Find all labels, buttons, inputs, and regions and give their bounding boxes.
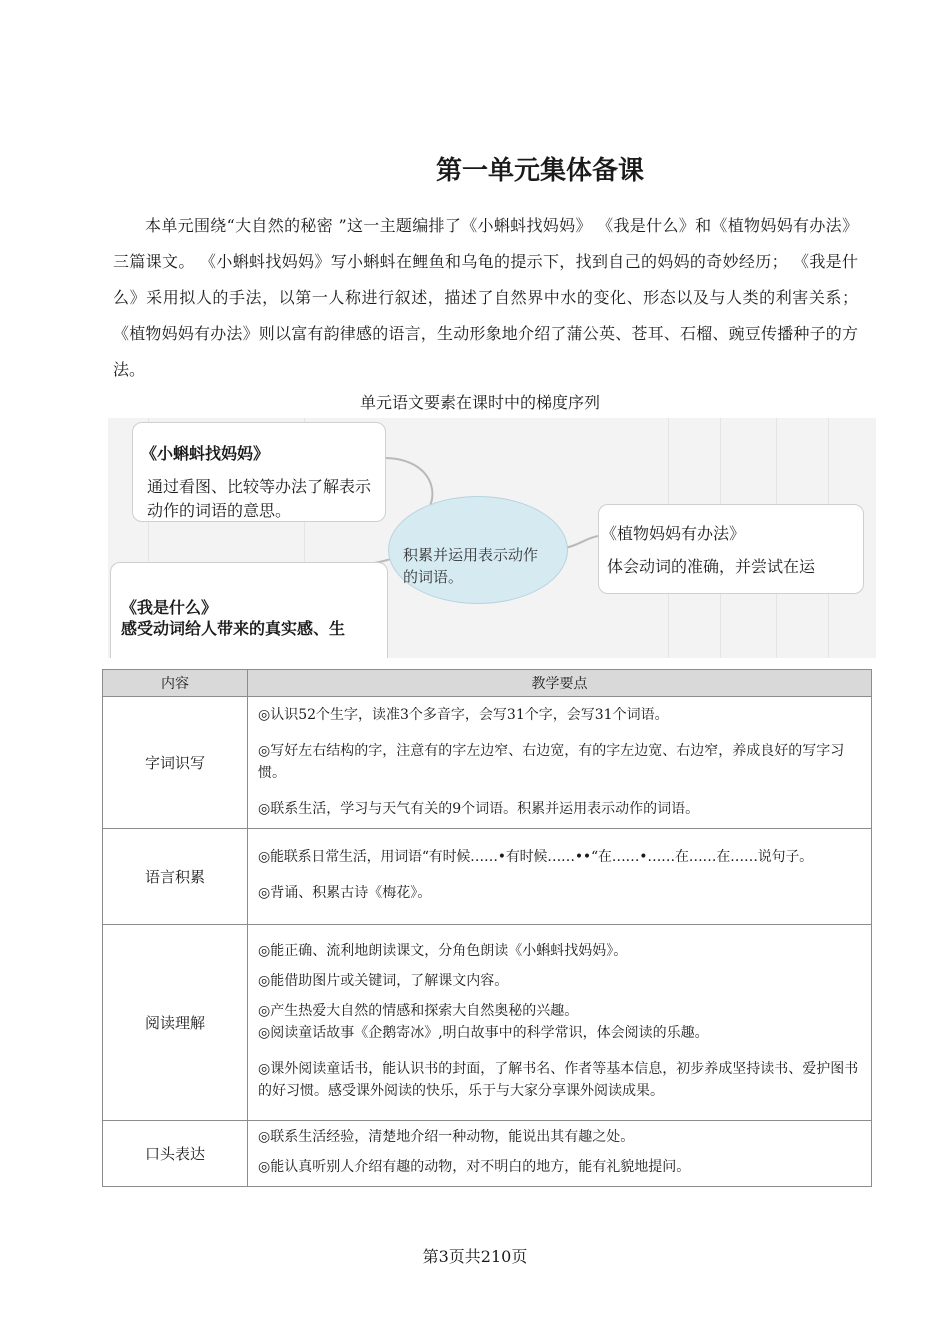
teaching-points-table — [102, 669, 872, 1187]
point-item: ◎能借助图片或关键词，了解课文内容。 — [258, 972, 509, 989]
intro-text: 本单元围绕“大自然的秘密 ”这一主题编排了《小蝌蚪找妈妈》 《我是什么》和《植物妈妈有办法》三篇课文。 《小蝌蚪找妈妈》写小蝌蚪在鲤鱼和乌龟的提示下，找到自己的妈妈的奇妙经历； 《我是什么》采用拟人的手法，以第一人称进行叙述，描述了自然界中水的变化、形态以及与人类的利害关系； 《植物妈妈有办法》则以富有韵律感的语言，生动形象地介绍了蒲公英、苍耳、石榴、豌豆传播种子的方法。 — [113, 216, 858, 379]
header-content: 内容 — [103, 670, 248, 697]
table-row — [103, 925, 872, 1121]
table-header-row — [103, 670, 872, 697]
point-item: ◎认识52个生字，读准3个多音字，会写31个字，会写31个词语。 — [258, 706, 669, 723]
table-row — [103, 829, 872, 925]
row-category: 口头表达 — [103, 1121, 248, 1187]
row-category: 语言积累 — [103, 829, 248, 925]
mind-map-figure — [108, 418, 876, 658]
point-item: ◎能认真听别人介绍有趣的动物，对不明白的地方，能有礼貌地提问。 — [258, 1158, 691, 1175]
row-points — [248, 697, 872, 829]
mind-map-node-tadpole — [132, 422, 386, 522]
page-title: 第一单元集体备课 — [435, 156, 644, 186]
row-points — [248, 829, 872, 925]
node-title: 《小蝌蚪找妈妈》 — [141, 444, 270, 463]
table-row — [103, 697, 872, 829]
page-footer: 第3页共210页 — [422, 1247, 528, 1266]
point-item: ◎联系生活经验，清楚地介绍一种动物，能说出其有趣之处。 — [258, 1128, 635, 1145]
point-item: ◎写好左右结构的字，注意有的字左边窄、右边宽，有的字左边宽、右边窄，养成良好的写字习惯。 — [258, 742, 845, 781]
point-item: ◎阅读童话故事《企鹅寄冰》,明白故事中的科学常识，体会阅读的乐趣。 — [258, 1024, 709, 1041]
mind-map-center-text: 积累并运用表示动作的词语。 — [403, 546, 539, 586]
point-item: ◎产生热爱大自然的情感和探索大自然奥秘的兴趣。 — [258, 1002, 579, 1019]
row-category: 字词识写 — [103, 697, 248, 829]
row-points — [248, 925, 872, 1121]
point-item: ◎能正确、流利地朗读课文，分角色朗读《小蝌蚪找妈妈》。 — [258, 942, 628, 959]
row-category: 阅读理解 — [103, 925, 248, 1121]
intro-paragraph — [113, 208, 858, 388]
point-item: ◎能联系日常生活，用词语“有时候……•有时候……••“在……•……在……在……说句子。 — [258, 848, 813, 865]
node-title: 《植物妈妈有办法》 — [601, 524, 746, 543]
mind-map-node-water — [110, 562, 388, 658]
table-row — [103, 1121, 872, 1187]
node-text: 感受动词给人带来的真实感、生 — [121, 619, 346, 638]
mind-map-node-plant — [598, 504, 864, 594]
node-text: 通过看图、比较等办法了解表示动作的词语的意思。 — [147, 477, 372, 520]
header-points: 教学要点 — [248, 670, 872, 697]
node-title: 《我是什么》 — [121, 598, 218, 617]
figure-caption: 单元语文要素在课时中的梯度序列 — [359, 393, 600, 412]
point-item: ◎课外阅读童话书，能认识书的封面，了解书名、作者等基本信息，初步养成坚持读书、爱护图书的好习惯。感受课外阅读的快乐，乐于与大家分享课外阅读成果。 — [258, 1060, 859, 1099]
point-item: ◎背诵、积累古诗《梅花》。 — [258, 884, 432, 901]
node-text: 体会动词的准确，并尝试在运 — [607, 557, 816, 576]
point-item: ◎联系生活，学习与天气有关的9个词语。积累并运用表示动作的词语。 — [258, 800, 700, 817]
row-points — [248, 1121, 872, 1187]
